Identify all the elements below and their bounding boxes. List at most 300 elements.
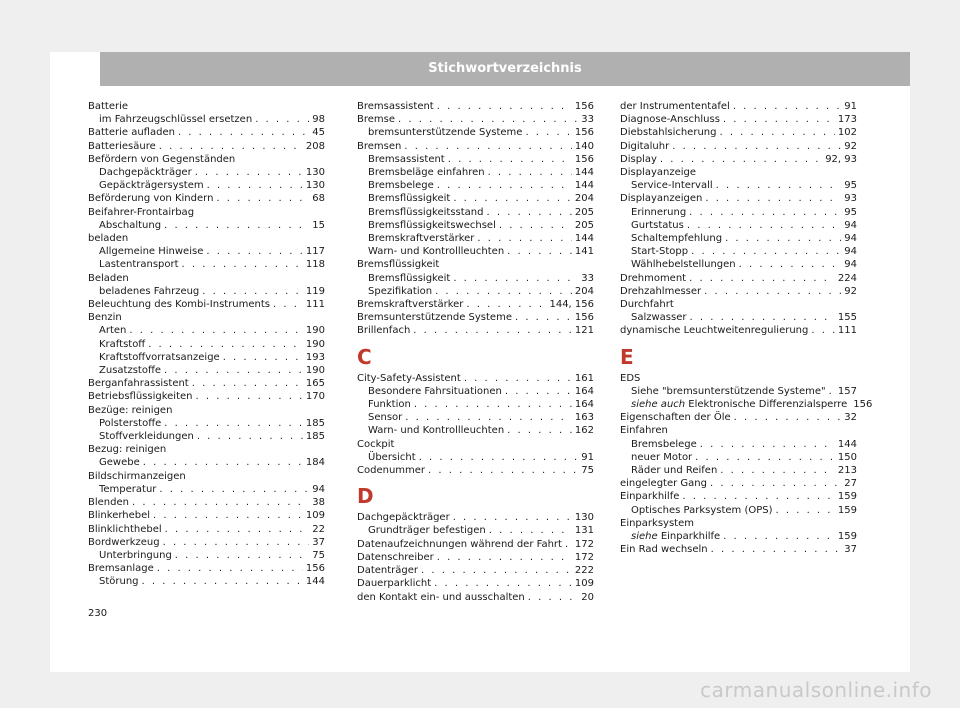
entry-page: 190 [305, 338, 325, 350]
entry-term: eingelegter Gang [620, 478, 707, 490]
entry-page: 190 [305, 325, 325, 337]
entry-term: Optisches Parksystem (OPS) [631, 504, 773, 516]
entry-term: Einparkhilfe [620, 491, 680, 503]
entry-term: Drehmoment [620, 272, 687, 284]
section-letter: D [357, 484, 374, 509]
entry-page: 184 [305, 457, 325, 469]
index-entry [88, 153, 325, 166]
entry-term: Störung [99, 576, 139, 588]
index-entry [620, 543, 857, 556]
entry-term: Datenaufzeichnungen während der Fahrt [357, 538, 562, 550]
index-entry [88, 351, 325, 364]
entry-term: Stoffverkleidungen [99, 431, 194, 443]
entry-page: 92 [844, 140, 857, 152]
entry-page: 75 [312, 549, 325, 561]
dot-leader [196, 390, 303, 403]
index-entry [357, 272, 594, 285]
page-header [100, 52, 910, 86]
dot-leader [164, 364, 303, 377]
dot-leader [477, 232, 572, 245]
entry-term: Spezifikation [368, 285, 433, 297]
index-entry [620, 517, 857, 530]
index-entry [620, 179, 857, 192]
entry-term: Batterie aufladen [88, 127, 175, 139]
index-entry [88, 390, 325, 403]
dot-leader [710, 477, 841, 490]
entry-term: Blinklichthebel [88, 523, 162, 535]
index-entry [357, 464, 594, 477]
dot-leader [505, 385, 572, 398]
dot-leader [704, 285, 841, 298]
index-entry [357, 564, 594, 577]
entry-term: Diagnose-Anschluss [620, 114, 720, 126]
entry-page: 111 [305, 299, 325, 311]
dot-leader [720, 464, 835, 477]
entry-term: Displayanzeige [620, 167, 697, 179]
index-entry [357, 438, 594, 451]
index-entry [88, 100, 325, 113]
entry-term: Bremsflüssigkeit [357, 259, 440, 271]
entry-page: 98 [312, 114, 325, 126]
entry-page: 144 [837, 438, 857, 450]
index-entry [357, 192, 594, 205]
entry-term: Polsterstoffe [99, 417, 162, 429]
entry-term: Bremsen [357, 140, 402, 152]
dot-leader [132, 496, 309, 509]
dot-leader [464, 372, 572, 385]
dot-leader [404, 140, 572, 153]
entry-term: Batteriesäure [88, 140, 156, 152]
dot-leader [255, 113, 309, 126]
entry-page: 140 [574, 140, 594, 152]
index-entry [88, 496, 325, 509]
index-entry [88, 245, 325, 258]
index-entry [620, 232, 857, 245]
index-entry [357, 577, 594, 590]
entry-term: Schaltempfehlung [631, 233, 723, 245]
index-entry [357, 524, 594, 537]
entry-page: 38 [312, 497, 325, 509]
index-entry [357, 411, 594, 424]
entry-term: Codenummer [357, 465, 426, 477]
dot-leader [499, 219, 572, 232]
dot-leader [660, 153, 822, 166]
entry-term: Bremsbeläge einfahren [368, 167, 485, 179]
index-entry [88, 456, 325, 469]
entry-term: Bremsflüssigkeitswechsel [368, 219, 496, 231]
entry-page: 37 [312, 536, 325, 548]
entry-page: 20 [581, 591, 594, 603]
index-entry [620, 530, 857, 543]
entry-term: Cockpit [357, 438, 395, 450]
entry-page: 193 [305, 351, 325, 363]
entry-term: Erinnerung [631, 206, 687, 218]
index-entry [357, 511, 594, 524]
index-entry [620, 398, 873, 411]
dot-leader [725, 232, 841, 245]
entry-page: 164 [574, 399, 594, 411]
entry-term: Warn- und Kontrollleuchten [368, 425, 505, 437]
dot-leader [414, 398, 572, 411]
entry-page: 111 [837, 325, 857, 337]
entry-page: 156 [574, 153, 594, 165]
entry-term: Bremskraftverstärker [368, 233, 475, 245]
index-entry [620, 477, 857, 490]
index-entry [620, 464, 857, 477]
dot-leader [143, 456, 303, 469]
entry-term: Service-Intervall [631, 180, 713, 192]
dot-leader [273, 298, 303, 311]
index-entry [88, 232, 325, 245]
index-entry [88, 523, 325, 536]
entry-term: Bremsunterstützende Systeme [357, 312, 512, 324]
entry-see-prefix: siehe auch [631, 399, 686, 411]
dot-leader [711, 543, 842, 556]
dot-leader [695, 451, 835, 464]
entry-see-prefix: siehe [631, 531, 658, 543]
dot-leader [489, 524, 572, 537]
dot-leader [421, 564, 572, 577]
entry-page: 173 [837, 114, 857, 126]
entry-page: 91 [844, 101, 857, 112]
entry-term: Einfahren [620, 425, 668, 437]
index-entry [357, 285, 594, 298]
index-entry [357, 372, 594, 385]
entry-page: 109 [305, 510, 325, 522]
index-entry [88, 311, 325, 324]
index-entry [620, 100, 857, 113]
entry-term: Räder und Reifen [631, 465, 718, 477]
entry-term: Befördern von Gegenständen [88, 153, 236, 165]
entry-term: bremsunterstützende Systeme [368, 127, 523, 139]
entry-page: 32 [844, 412, 857, 424]
entry-page: 121 [574, 325, 594, 337]
entry-term: Diebstahlsicherung [620, 127, 717, 139]
entry-term: Warn- und Kontrollleuchten [368, 246, 505, 258]
index-entry [357, 219, 594, 232]
section-letter: E [620, 344, 634, 369]
dot-leader [466, 298, 546, 311]
entry-term: dynamische Leuchtweitenregulierung [620, 325, 809, 337]
entry-term: Datenschreiber [357, 551, 434, 563]
entry-term: Allgemeine Hinweise [99, 246, 204, 258]
entry-term: Dachgepäckträger [99, 167, 192, 179]
index-entry [620, 385, 857, 398]
entry-page: 27 [844, 478, 857, 490]
index-entry [357, 166, 594, 179]
entry-term: Übersicht [368, 451, 416, 463]
entry-term: Unterbringung [99, 549, 172, 561]
index-entry [88, 179, 325, 192]
dot-leader [165, 523, 310, 536]
dot-leader [197, 430, 303, 443]
index-entry [357, 451, 594, 464]
page-number: 230 [88, 608, 108, 619]
entry-page: 161 [574, 372, 594, 384]
entry-term: Arten [99, 325, 127, 337]
index-entry [620, 126, 857, 139]
entry-page: 75 [581, 465, 594, 477]
index-entry [620, 140, 857, 153]
entry-term: City-Safety-Assistent [357, 372, 461, 384]
dot-leader [453, 272, 578, 285]
dot-leader [507, 424, 572, 437]
index-entry [88, 417, 325, 430]
index-entry [88, 470, 325, 483]
entry-page: 222 [574, 565, 594, 577]
dot-leader [216, 192, 309, 205]
index-entry [620, 324, 857, 337]
dot-leader [705, 192, 841, 205]
dot-leader [175, 549, 309, 562]
entry-page: 94 [844, 233, 857, 245]
entry-term: Bremskraftverstärker [357, 299, 464, 311]
dot-leader [159, 483, 309, 496]
index-entry [88, 192, 325, 205]
index-entry [357, 424, 594, 437]
entry-term: Kraftstoffvorratsanzeige [99, 351, 220, 363]
entry-see-target: Elektronische Differenzialsperre [685, 399, 848, 411]
entry-term: Sensor [368, 412, 403, 424]
entry-page: 163 [574, 412, 594, 424]
index-entry [88, 562, 325, 575]
dot-leader [182, 258, 303, 271]
dot-leader [129, 324, 303, 337]
index-entry [88, 430, 325, 443]
index-entry [620, 298, 857, 311]
entry-page: 117 [305, 246, 325, 258]
entry-page: 213 [837, 465, 857, 477]
dot-leader [398, 113, 578, 126]
entry-term: Brillenfach [357, 325, 411, 337]
dot-leader [689, 272, 835, 285]
dot-leader [486, 206, 571, 219]
index-entry [88, 258, 325, 271]
entry-page: 185 [305, 431, 325, 443]
index-entry [620, 490, 857, 503]
dot-leader [811, 324, 835, 337]
entry-term: Bremsassistent [357, 101, 434, 112]
index-entry [88, 377, 325, 390]
index-entry [357, 551, 594, 564]
dot-leader [437, 551, 572, 564]
index-entry [357, 398, 594, 411]
entry-page: 144 [574, 167, 594, 179]
index-entry [620, 258, 857, 271]
index-column-1 [88, 100, 325, 589]
entry-page: 170 [305, 391, 325, 403]
entry-term: der Instrumententafel [620, 101, 730, 112]
dot-leader [723, 530, 835, 543]
index-entry [620, 219, 857, 232]
index-entry [357, 126, 594, 139]
index-entry [88, 140, 325, 153]
entry-term: Batterie [88, 101, 129, 112]
index-entry [357, 385, 594, 398]
entry-term: Bremsflüssigkeit [368, 272, 451, 284]
entry-term [631, 398, 847, 411]
dot-leader [153, 509, 303, 522]
entry-page: 204 [574, 285, 594, 297]
entry-term: Datenträger [357, 565, 419, 577]
dot-leader [689, 206, 841, 219]
entry-page: 144, 156 [549, 299, 594, 311]
index-entry [620, 166, 857, 179]
entry-term: Grundträger befestigen [368, 525, 486, 537]
entry-term: Displayanzeigen [620, 193, 703, 205]
entry-term: Start-Stopp [631, 246, 689, 258]
index-entry [357, 258, 594, 271]
entry-page: 224 [837, 272, 857, 284]
entry-page: 190 [305, 365, 325, 377]
entry-page: 37 [844, 544, 857, 556]
entry-page: 94 [844, 246, 857, 258]
entry-term: Bezüge: reinigen [88, 404, 173, 416]
entry-term: beladenes Fahrzeug [99, 285, 200, 297]
dot-leader [700, 438, 835, 451]
entry-page: 205 [574, 219, 594, 231]
entry-page: 155 [837, 312, 857, 324]
entry-term: Bremsflüssigkeit [368, 193, 451, 205]
entry-term: Zusatzstoffe [99, 365, 161, 377]
dot-leader [428, 464, 578, 477]
entry-term: Blenden [88, 497, 129, 509]
entry-page: 33 [581, 272, 594, 284]
index-entry [620, 311, 857, 324]
dot-leader [739, 258, 842, 271]
dot-leader [719, 126, 834, 139]
index-entry [88, 298, 325, 311]
index-entry [88, 285, 325, 298]
index-entry [88, 166, 325, 179]
index-entry [620, 153, 857, 166]
section-letter: C [357, 344, 372, 369]
index-entry [620, 285, 857, 298]
entry-page: 164 [574, 385, 594, 397]
dot-leader [202, 285, 303, 298]
dot-leader [716, 179, 842, 192]
entry-page: 119 [305, 285, 325, 297]
index-entry [88, 509, 325, 522]
index-entry [88, 126, 325, 139]
entry-term: Bremsassistent [368, 153, 445, 165]
entry-page: 94 [312, 483, 325, 495]
entry-term: Salzwasser [631, 312, 687, 324]
entry-page: 150 [837, 451, 857, 463]
entry-term: Beifahrer-Frontairbag [88, 206, 195, 218]
entry-term: Dauerparklicht [357, 578, 432, 590]
entry-term: Betriebsflüssigkeiten [88, 391, 193, 403]
entry-term: Durchfahrt [620, 299, 674, 311]
dot-leader [164, 219, 309, 232]
entry-page: 144 [305, 576, 325, 588]
entry-term: Drehzahlmesser [620, 285, 702, 297]
index-entry [620, 424, 857, 437]
entry-term: Digitaluhr [620, 140, 670, 152]
entry-term: Display [620, 153, 657, 165]
entry-page: 130 [574, 512, 594, 524]
entry-page: 109 [574, 578, 594, 590]
dot-leader [734, 411, 842, 424]
dot-leader [776, 504, 835, 517]
entry-term [631, 530, 720, 543]
dot-leader [405, 411, 572, 424]
dot-leader [453, 511, 572, 524]
entry-term: Bremse [357, 114, 396, 126]
entry-page: 159 [837, 491, 857, 503]
entry-term: Bremsbelege [368, 180, 434, 192]
entry-term: beladen [88, 233, 129, 245]
index-entry [620, 113, 857, 126]
dot-leader [528, 591, 578, 604]
entry-term: Einparksystem [620, 517, 694, 529]
entry-term: Funktion [368, 399, 411, 411]
index-entry [620, 451, 857, 464]
entry-term: Gepäckträgersystem [99, 180, 204, 192]
entry-page: 22 [312, 523, 325, 535]
dot-leader [207, 179, 303, 192]
entry-page: 94 [844, 259, 857, 271]
index-entry [620, 411, 857, 424]
dot-leader [687, 219, 841, 232]
dot-leader [434, 577, 572, 590]
entry-term: Lastentransport [99, 259, 179, 271]
index-entry [620, 245, 857, 258]
entry-page: 92, 93 [825, 153, 857, 165]
entry-term: Bremsflüssigkeitsstand [368, 206, 484, 218]
index-entry [357, 591, 594, 604]
index-entry [357, 245, 594, 258]
dot-leader [565, 538, 572, 551]
entry-term: Benzin [88, 312, 122, 324]
entry-page: 144 [574, 180, 594, 192]
dot-leader [672, 140, 841, 153]
entry-page: 45 [312, 127, 325, 139]
entry-term: Blinkerhebel [88, 510, 151, 522]
dot-leader [488, 166, 572, 179]
index-entry [357, 298, 594, 311]
dot-leader [733, 100, 841, 113]
dot-leader [691, 245, 841, 258]
entry-page: 172 [574, 551, 594, 563]
dot-leader [148, 338, 303, 351]
page-title: Stichwortverzeichnis [428, 61, 582, 76]
dot-leader [507, 245, 572, 258]
entry-page: 94 [844, 219, 857, 231]
index-entry [620, 206, 857, 219]
entry-page: 204 [574, 193, 594, 205]
entry-page: 162 [574, 425, 594, 437]
entry-term: Bremsbelege [631, 438, 697, 450]
entry-page: 156 [574, 101, 594, 112]
entry-term: Eigenschaften der Öle [620, 412, 731, 424]
index-entry [620, 372, 857, 385]
index-entry [88, 404, 325, 417]
dot-leader [159, 140, 303, 153]
entry-term: im Fahrzeugschlüssel ersetzen [99, 114, 253, 126]
entry-page: 95 [844, 206, 857, 218]
dot-leader [682, 490, 835, 503]
entry-term: Beleuchtung des Kombi-Instruments [88, 299, 271, 311]
entry-term: Dachgepäckträger [357, 512, 450, 524]
entry-term: neuer Motor [631, 451, 693, 463]
entry-term: Temperatur [99, 483, 157, 495]
entry-page: 95 [844, 180, 857, 192]
dot-leader [178, 126, 309, 139]
entry-term: Wählhebelstellungen [631, 259, 736, 271]
dot-leader [163, 536, 310, 549]
dot-leader [437, 179, 572, 192]
